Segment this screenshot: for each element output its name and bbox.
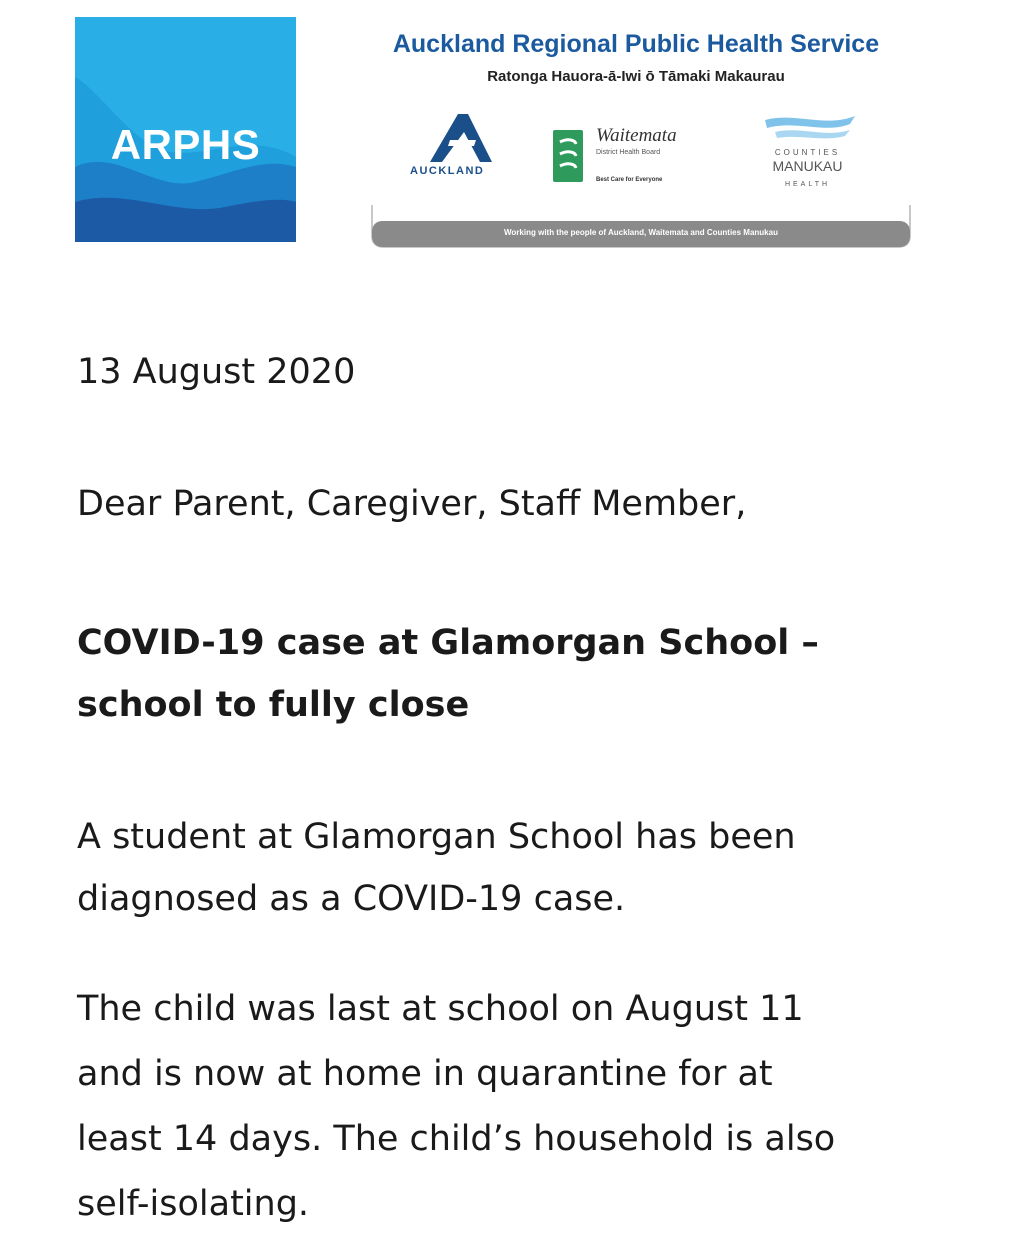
letter-heading-line: school to fully close <box>77 685 470 725</box>
counties-top-label: COUNTIES <box>774 148 841 157</box>
waitemata-label: Waitemata <box>596 125 677 146</box>
counties-wave-icon <box>755 110 860 145</box>
arphs-acronym: ARPHS <box>110 121 261 168</box>
waitemata-dhb-logo <box>550 125 720 195</box>
auckland-label: AUCKLAND <box>410 165 485 177</box>
paragraph-line: diagnosed as a COVID-19 case. <box>77 879 626 919</box>
letter-paragraph-2 <box>77 977 957 1237</box>
org-name-maori: Ratonga Hauora-ā-Iwi ō Tāmaki Makaurau <box>487 68 785 85</box>
letter-salutation: Dear Parent, Caregiver, Staff Member, <box>77 484 747 524</box>
letterhead-footer-text: Working with the people of Auckland, Waitemata and Counties Manukau <box>504 228 778 237</box>
letter-heading <box>77 612 957 736</box>
waitemata-sub-label: District Health Board <box>596 149 661 156</box>
paragraph-line: A student at Glamorgan School has been <box>77 817 796 857</box>
paragraph-line: least 14 days. The child’s household is also <box>77 1119 836 1159</box>
auckland-dhb-logo <box>405 110 515 205</box>
counties-bottom-label: HEALTH <box>784 181 831 188</box>
waitemata-tagline: Best Care for Everyone <box>596 177 663 183</box>
letter-date: 13 August 2020 <box>77 352 356 392</box>
counties-main-label: MANUKAU <box>772 158 843 174</box>
auckland-a-icon <box>420 110 500 165</box>
letter-heading-line: COVID-19 case at Glamorgan School – <box>77 623 819 663</box>
letterhead-footer-bar <box>370 205 912 250</box>
waitemata-icon <box>553 130 583 182</box>
paragraph-line: self-isolating. <box>77 1184 310 1224</box>
counties-manukau-logo <box>755 110 865 205</box>
waitemata-swirl-icon <box>553 130 583 182</box>
arphs-logo <box>75 17 296 242</box>
paragraph-line: The child was last at school on August 11 <box>77 989 804 1029</box>
letter-paragraph-1 <box>77 806 957 930</box>
org-name: Auckland Regional Public Health Service <box>392 30 880 58</box>
letterhead <box>360 30 920 260</box>
paragraph-line: and is now at home in quarantine for at <box>77 1054 773 1094</box>
